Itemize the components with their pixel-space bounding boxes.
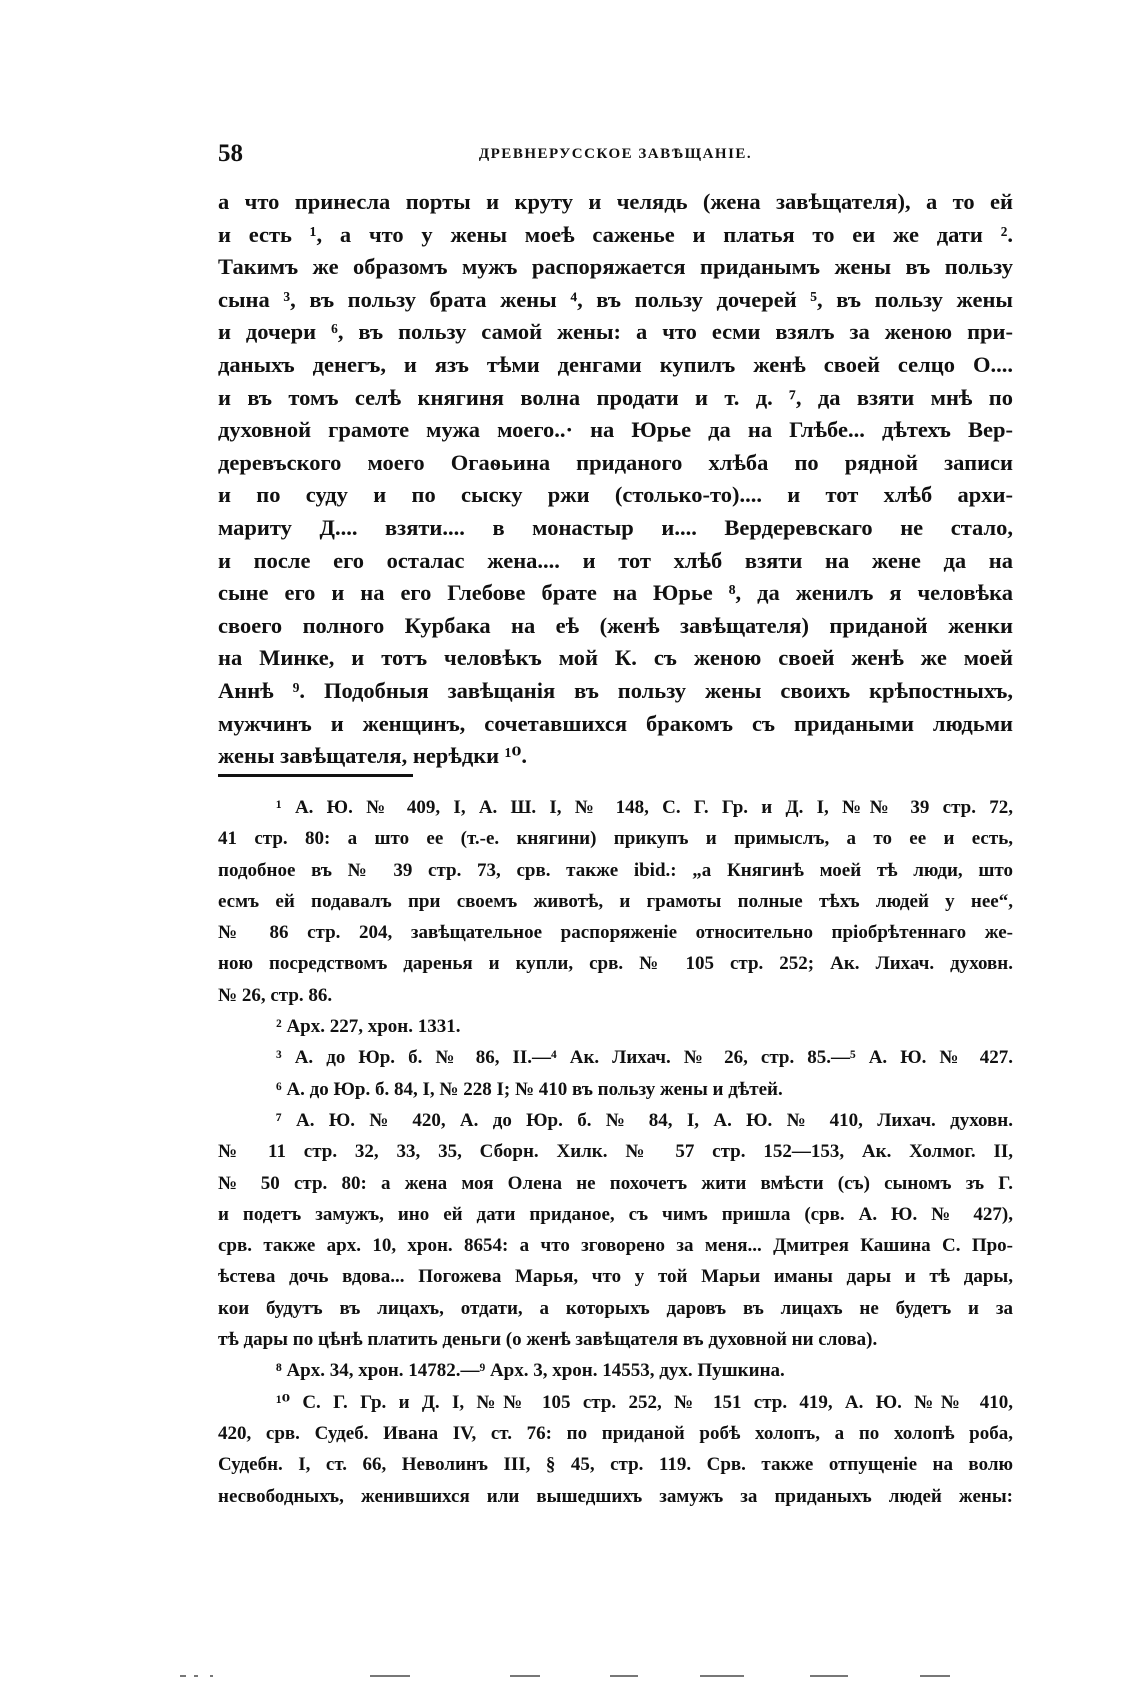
footnote-1-line: 41 стр. 80: а што ее (т.-е. княгини) прикупъ и примыслъ, а то ее и есть, bbox=[218, 828, 1013, 850]
running-title: ДРЕВНЕРУССКОЕ ЗАВѢЩАНІЕ. bbox=[478, 146, 753, 162]
footnote-1-line: подобное въ № 39 стр. 73, срв. также ibid.: „а Княгинѣ моей тѣ люди, што bbox=[218, 859, 1013, 881]
footnote-8-9: ⁸ Арх. 34, хрон. 14782.—⁹ Арх. 3, хрон. 14553, дух. Пушкина. bbox=[276, 1360, 785, 1382]
footnote-7-line: кои будутъ въ лицахъ, отдати, а которыхъ даровъ въ лицахъ не будетъ и за bbox=[218, 1297, 1013, 1319]
main-text-line: мужчинъ и женщинъ, сочетавшихся бракомъ съ придаными людьми bbox=[218, 710, 1013, 736]
main-text-line: сына ³, въ пользу брата жены ⁴, въ пользу дочерей ⁵, въ пользу жены bbox=[218, 286, 1013, 312]
footnote-3-4-5: ³ А. до Юр. б. № 86, II.—⁴ Ак. Лихач. № 26, стр. 85.—⁵ А. Ю. № 427. bbox=[276, 1047, 1013, 1069]
footnote-1-line: № 26, стр. 86. bbox=[218, 984, 333, 1006]
footnote-10-line: Судебн. I, ст. 66, Неволинъ III, § 45, стр. 119. Срв. также отпущеніе на волю bbox=[218, 1454, 1013, 1476]
footnote-7-line: и подетъ замужъ, ино ей дати приданое, съ чимъ пришла (срв. А. Ю. № 427), bbox=[218, 1203, 1013, 1225]
main-text-line: на Минке, и тотъ человѣкъ мой К. съ женою своей женѣ же моей bbox=[218, 645, 1013, 671]
page-number: 58 bbox=[218, 140, 243, 167]
main-text-line: даныхъ денегъ, и язъ тѣми денгами купилъ женѣ своей селцо О.... bbox=[218, 351, 1013, 377]
footnote-7-line: ѣстева дочь вдова... Погожева Марья, что у той Марьи иманы дары и тѣ дары, bbox=[218, 1266, 1013, 1288]
main-text-line: жены завѣщателя, нерѣдки ¹⁰. bbox=[218, 743, 527, 769]
footnote-1-line: № 86 стр. 204, завѣщательное распоряженіе относительно пріобрѣтеннаго же- bbox=[218, 922, 1013, 944]
main-text-line: духовной грамоте мужа моего..· на Юрье да на Глѣбе... дѣтехъ Вер- bbox=[218, 417, 1013, 443]
main-text-line: Аннѣ ⁹. Подобныя завѣщанія въ пользу жены своихъ крѣпостныхъ, bbox=[218, 677, 1013, 703]
footnote-1-line: ною посредствомъ даренья и купли, срв. № 105 стр. 252; Ак. Лихач. духовн. bbox=[218, 953, 1013, 975]
main-text-line: Такимъ же образомъ мужъ распоряжается приданымъ жены въ пользу bbox=[218, 254, 1013, 280]
main-text-line: своего полного Курбака на еѣ (женѣ завѣщателя) приданой женки bbox=[218, 612, 1013, 638]
main-text-line: сыне его и на его Глебове брате на Юрье ⁸, да женилъ я человѣка bbox=[218, 580, 1013, 606]
footnote-7-line: № 11 стр. 32, 33, 35, Сборн. Хилк. № 57 стр. 152—153, Ак. Холмог. II, bbox=[218, 1141, 1013, 1163]
scan-artifact-marks bbox=[180, 1672, 980, 1680]
footnote-10-line: несвободныхъ, женившихся или вышедшихъ замужъ за приданыхъ людей жены: bbox=[218, 1485, 1013, 1507]
main-text-line: мариту Д.... взяти.... в монастыр и.... Вердеревскаго не стало, bbox=[218, 514, 1013, 540]
footnote-7-line: срв. также арх. 10, хрон. 8654: а что зговорено за меня... Дмитрея Кашина С. Про- bbox=[218, 1235, 1013, 1257]
main-text-line: деревъского моего Огаѳьина приданого хлѣба по рядной записи bbox=[218, 449, 1013, 475]
footnote-7-line: тѣ дары по цѣнѣ платить деньги (о женѣ завѣщателя въ духовной ни слова). bbox=[218, 1329, 878, 1351]
main-text-line: и въ томъ селѣ княгиня волна продати и т. д. ⁷, да взяти мнѣ по bbox=[218, 384, 1013, 410]
footnote-1-line: есмъ ей подавалъ при своемъ животѣ, и грамоты полные тѣхъ людей у нее“, bbox=[218, 890, 1013, 912]
footnote-2: ² Арх. 227, хрон. 1331. bbox=[276, 1016, 461, 1038]
footnote-1-line: ¹ А. Ю. № 409, I, А. Ш. I, № 148, С. Г. Гр. и Д. I, №№ 39 стр. 72, bbox=[276, 797, 1013, 818]
footnote-7-line: ⁷ А. Ю. № 420, А. до Юр. б. № 84, I, А. Ю. № 410, Лихач. духовн. bbox=[276, 1109, 1013, 1131]
footnote-separator-rule bbox=[218, 774, 413, 777]
footnote-10-line: 420, срв. Судеб. Ивана IV, ст. 76: по приданой робѣ холопъ, а по холопѣ роба, bbox=[218, 1422, 1013, 1444]
footnote-10-line: ¹⁰ С. Г. Гр. и Д. I, №№ 105 стр. 252, № 151 стр. 419, А. Ю. №№ 410, bbox=[276, 1391, 1013, 1413]
main-text-line: и по суду и по сыску ржи (столько-то).... и тот хлѣб архи- bbox=[218, 482, 1013, 508]
main-text-line: и после его осталас жена.... и тот хлѣб взяти на жене да на bbox=[218, 547, 1013, 573]
footnote-7-line: № 50 стр. 80: а жена моя Олена не похочетъ жити вмѣсти (съ) сыномъ зъ Г. bbox=[218, 1172, 1013, 1194]
footnotes bbox=[218, 792, 1013, 1512]
page-header bbox=[218, 140, 1013, 174]
footnote-6: ⁶ А. до Юр. б. 84, I, № 228 I; № 410 въ пользу жены и дѣтей. bbox=[276, 1078, 783, 1100]
main-text-line: а что принесла порты и круту и челядь (жена завѣщателя), а то ей bbox=[218, 189, 1013, 214]
main-text-line: и есть ¹, а что у жены моеѣ саженье и платья то еи же дати ². bbox=[218, 221, 1013, 247]
main-text-line: и дочери ⁶, въ пользу самой жены: а что есми взялъ за женою при- bbox=[218, 319, 1013, 345]
main-text-body bbox=[218, 186, 1013, 773]
